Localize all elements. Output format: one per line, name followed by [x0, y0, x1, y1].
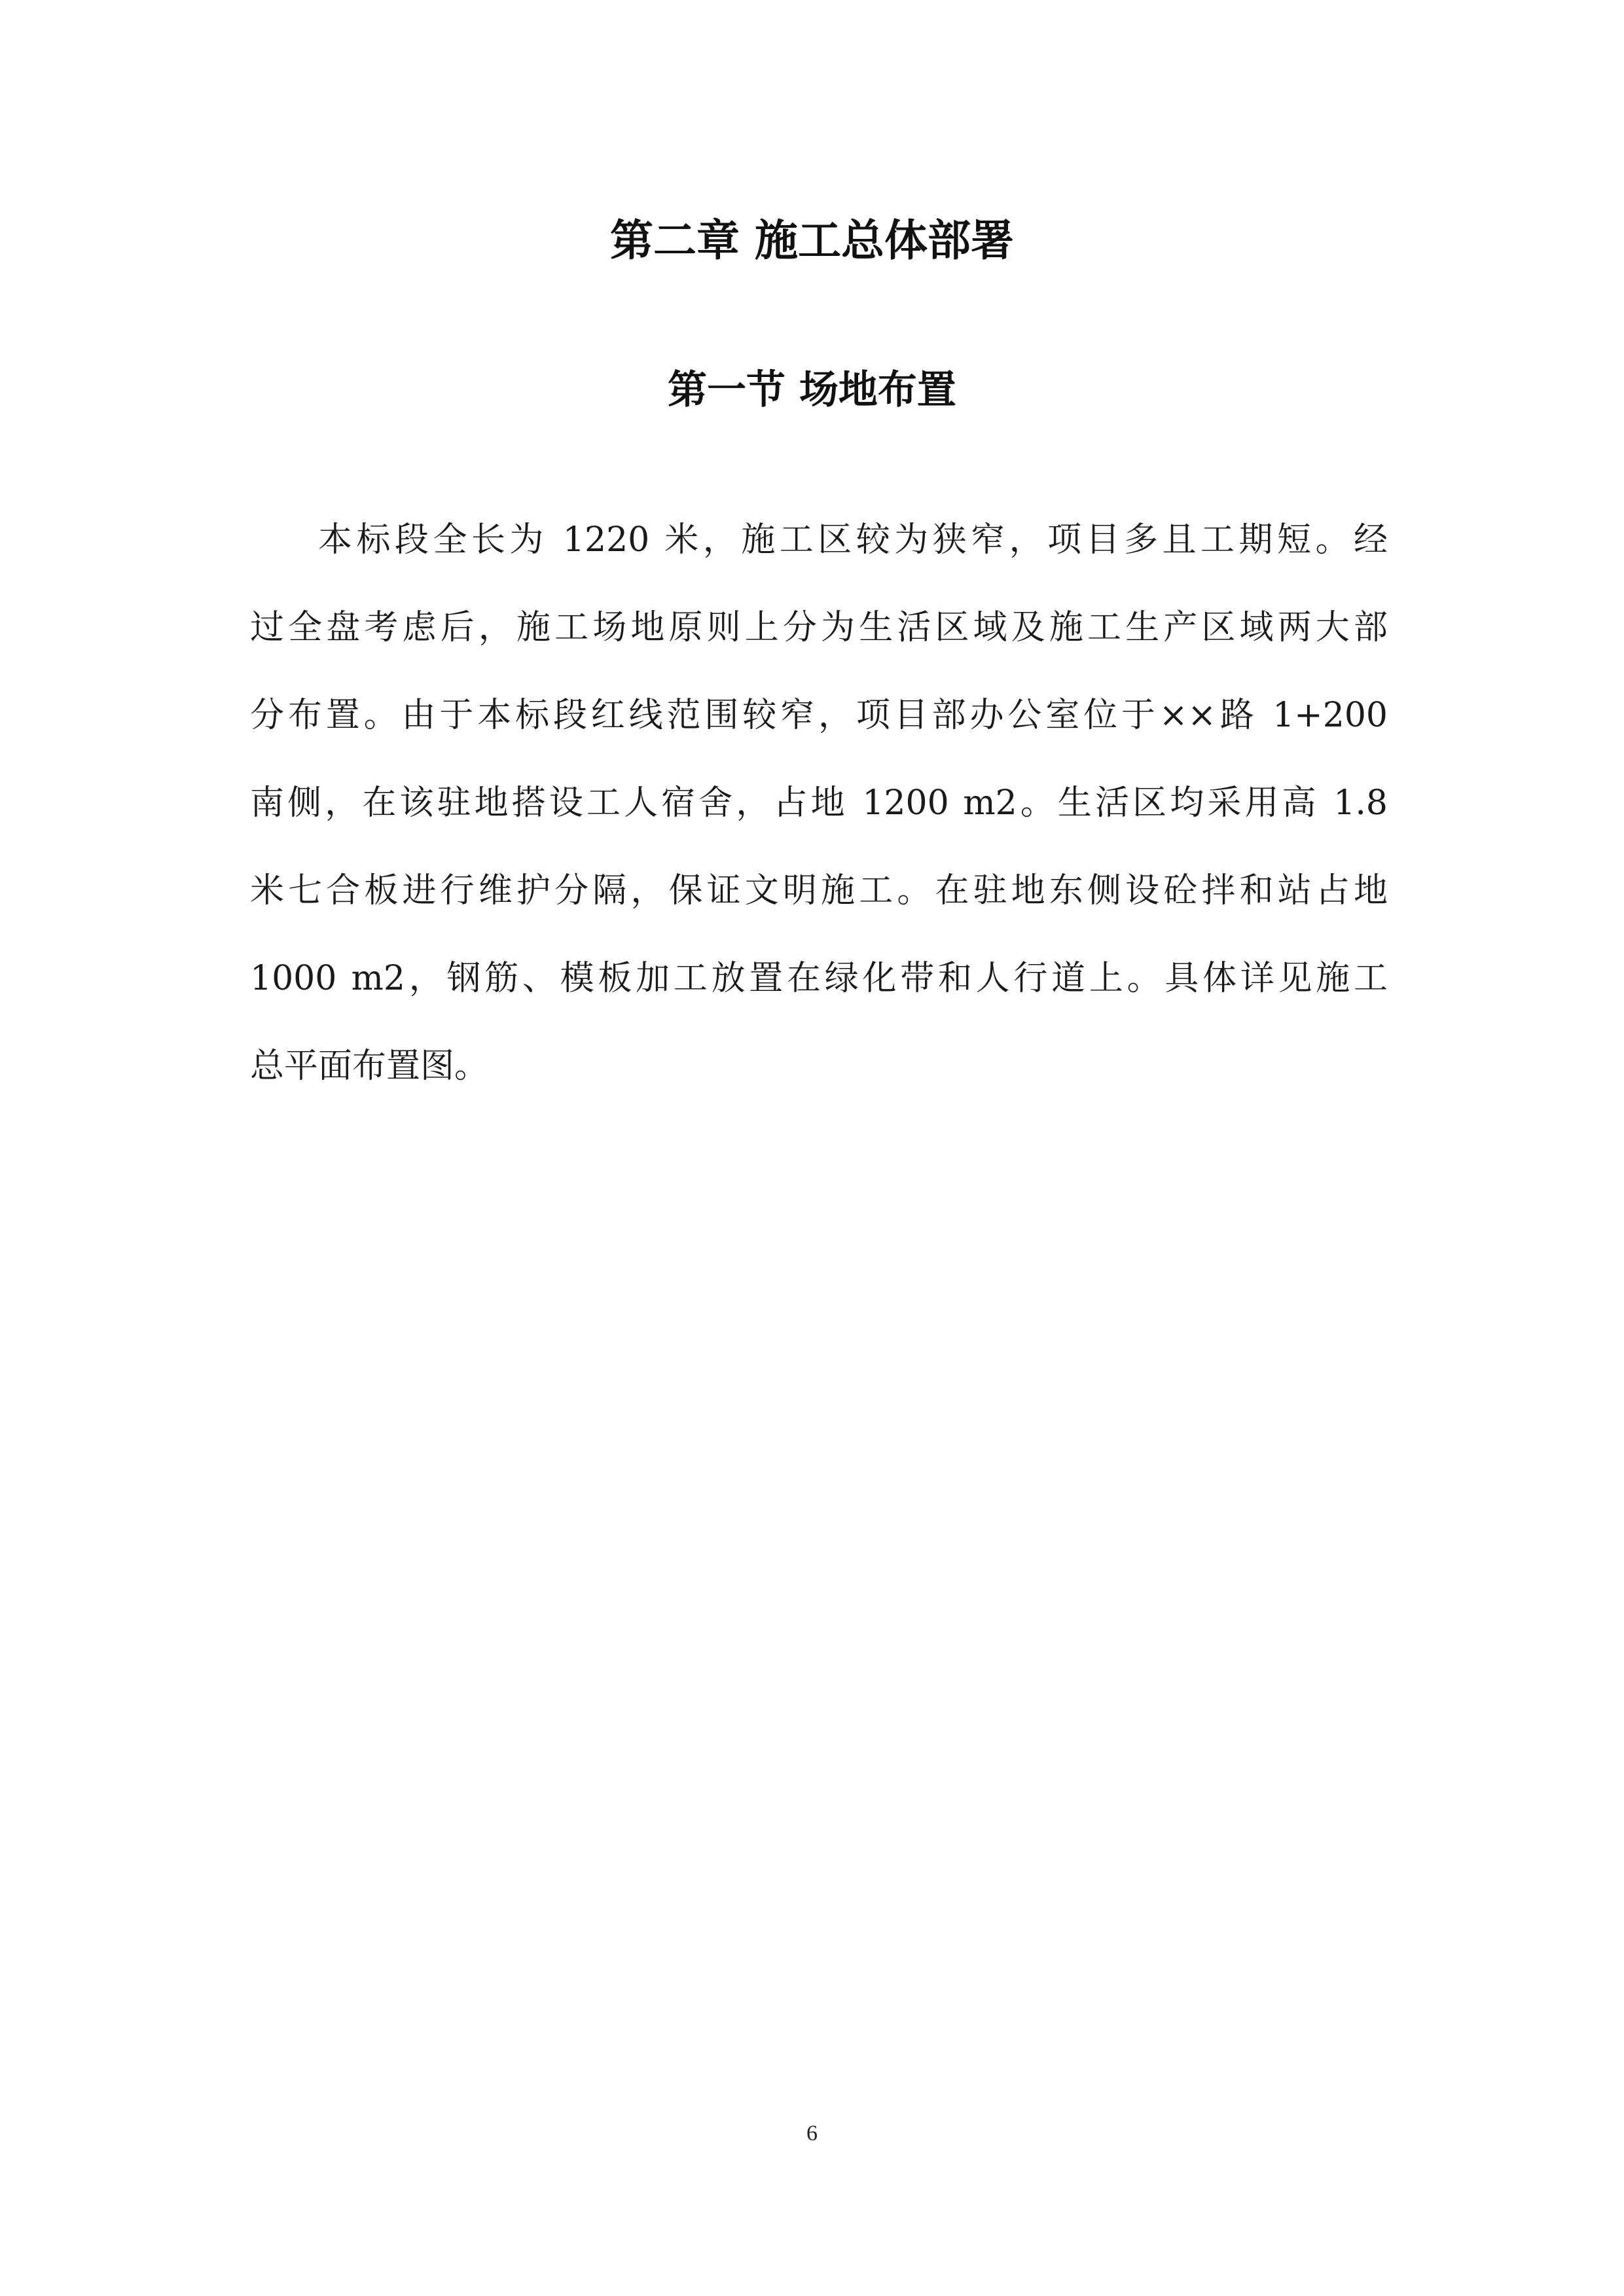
body-paragraph — [250, 514, 1388, 1128]
paragraph-line-last — [250, 1040, 1388, 1128]
paragraph-line-text: 米七合板进行维护分隔，保证文明施工。在驻地东侧设砼拌和站占地 — [250, 871, 1388, 910]
paragraph-line-text: 1000 m2，钢筋、模板加工放置在绿化带和人行道上。具体详见施工 — [250, 959, 1388, 998]
paragraph-line — [250, 601, 1388, 689]
section-title: 第一节 场地布置 — [668, 367, 956, 413]
paragraph-line-text: 分布置。由于本标段红线范围较窄，项目部办公室位于××路 1+200 — [250, 696, 1388, 735]
page-number: 6 — [806, 2121, 818, 2145]
paragraph-line-text: 南侧，在该驻地搭设工人宿舍，占地 1200 m2。生活区均采用高 1.8 — [250, 783, 1388, 823]
paragraph-line — [250, 865, 1388, 952]
chapter-title: 第二章 施工总体部署 — [610, 215, 1014, 266]
paragraph-line — [250, 514, 1388, 601]
paragraph-line-text: 本标段全长为 1220 米，施工区较为狭窄，项目多且工期短。经 — [318, 520, 1388, 560]
paragraph-line — [250, 952, 1388, 1040]
paragraph-line — [250, 777, 1388, 865]
paragraph-line-text: 过全盘考虑后，施工场地原则上分为生活区域及施工生产区域两大部 — [250, 608, 1388, 647]
paragraph-line-text: 总平面布置图。 — [250, 1047, 489, 1086]
paragraph-line — [250, 689, 1388, 777]
